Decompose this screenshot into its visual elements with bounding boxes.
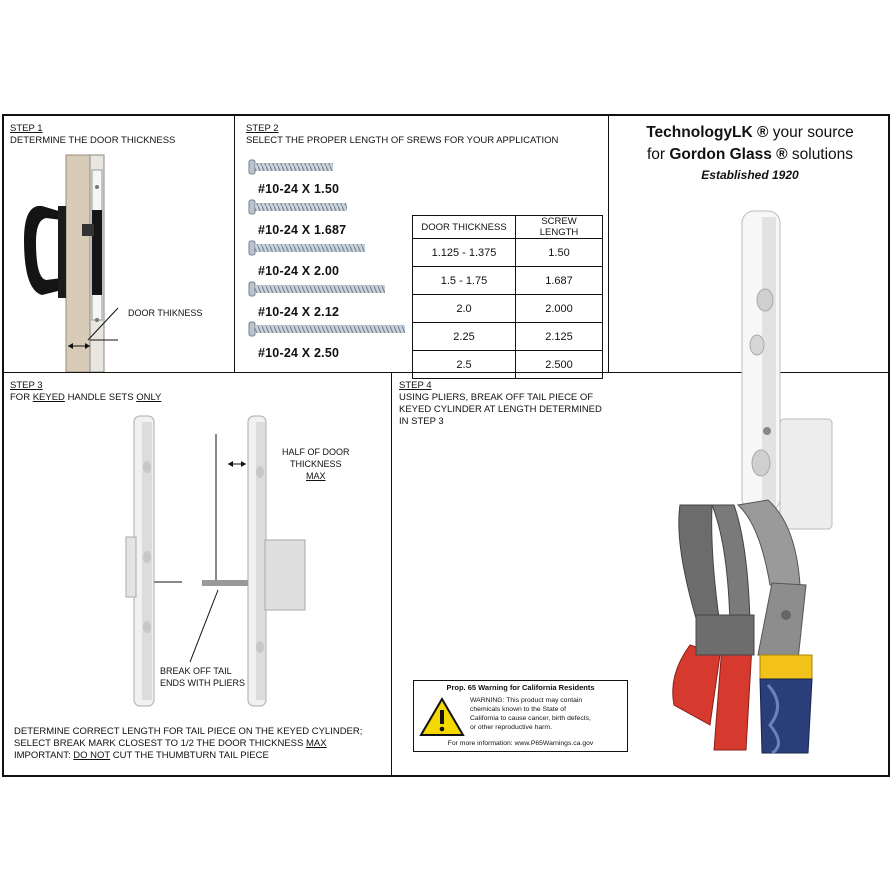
brand-for-text: for xyxy=(646,146,666,163)
step4-text xyxy=(399,392,602,428)
step3-note2-text: SELECT BREAK MARK CLOSEST TO 1/2 THE DOOR THICKNESS xyxy=(14,738,304,749)
brand-name-technologylk: TechnologyLK ® xyxy=(646,124,769,141)
table-row xyxy=(413,239,603,267)
table-cell: 1.687 xyxy=(516,267,603,295)
table-header-door-thickness: DOOR THICKNESS xyxy=(413,216,516,239)
table-row xyxy=(413,323,603,351)
brand-block xyxy=(612,122,888,184)
table-header-screw-length: SCREW LENGTH xyxy=(516,216,603,239)
step3-note3-do-not: DO NOT xyxy=(73,750,111,761)
step3-number: STEP 3 xyxy=(10,380,43,391)
step4-line3: IN STEP 3 xyxy=(399,416,444,427)
table-header-row xyxy=(413,216,603,239)
table-cell: 2.125 xyxy=(516,323,603,351)
step1-title: DETERMINE THE DOOR THICKNESS xyxy=(10,135,176,146)
warning-body-line2: chemicals known to the State of xyxy=(470,706,566,713)
table-cell: 1.125 - 1.375 xyxy=(413,239,516,267)
break-off-tail-label xyxy=(160,665,245,689)
brand-source-text: your source xyxy=(772,124,854,141)
warning-more-info: For more information: www.P65Warnings.ca.gov xyxy=(447,740,594,747)
prop65-warning xyxy=(413,680,628,752)
screw-5-icon xyxy=(249,322,405,336)
step2-title: SELECT THE PROPER LENGTH OF SREWS FOR YOUR APPLICATION xyxy=(246,135,559,146)
screw-label-4: #10-24 X 2.12 xyxy=(258,305,340,319)
step4-line2: KEYED CYLINDER AT LENGTH DETERMINED xyxy=(399,404,602,415)
step3-note3-rest: CUT THE THUMBTURN TAIL PIECE xyxy=(112,750,269,761)
screw-label-5: #10-24 X 2.50 xyxy=(258,346,340,360)
screw-label-2: #10-24 X 1.687 xyxy=(258,223,347,237)
table-cell: 2.500 xyxy=(516,351,603,379)
table-row xyxy=(413,267,603,295)
warning-triangle-icon xyxy=(419,697,465,737)
pliers-photo-illustration xyxy=(650,205,888,765)
screw-length-table xyxy=(412,215,603,379)
step3-note2 xyxy=(14,738,362,750)
half-door-thickness-label xyxy=(282,446,350,482)
step3-note2-max: MAX xyxy=(305,738,327,749)
screw-4-icon xyxy=(249,282,385,296)
step3-note3-prefix: IMPORTANT: xyxy=(14,750,71,761)
warning-body xyxy=(470,696,622,732)
step1-number: STEP 1 xyxy=(10,123,43,134)
break-line2: ENDS WITH PLIERS xyxy=(160,678,246,688)
table-cell: 2.25 xyxy=(413,323,516,351)
step2-number: STEP 2 xyxy=(246,123,279,134)
door-thickness-label: DOOR THIKNESS xyxy=(128,308,203,318)
table-cell: 2.5 xyxy=(413,351,516,379)
warning-body-line4: or other reproductive harm. xyxy=(470,724,552,731)
step3-note1: DETERMINE CORRECT LENGTH FOR TAIL PIECE ON THE KEYED CYLINDER; xyxy=(14,726,363,737)
table-cell: 2.000 xyxy=(516,295,603,323)
screw-3-icon xyxy=(249,241,365,255)
step3-subtitle xyxy=(10,392,161,404)
brand-name-gordon-glass: Gordon Glass ® xyxy=(669,146,788,163)
table-row xyxy=(413,295,603,323)
step4-line1: USING PLIERS, BREAK OFF TAIL PIECE OF xyxy=(399,392,594,403)
half-line2: THICKNESS xyxy=(290,459,342,469)
table-cell: 2.0 xyxy=(413,295,516,323)
warning-body-line1: WARNING: This product may contain xyxy=(470,697,583,704)
warning-title: Prop. 65 Warning for California Residents xyxy=(446,683,595,692)
warning-body-line3: California to cause cancer, birth defects, xyxy=(470,715,591,722)
screw-label-3: #10-24 X 2.00 xyxy=(258,264,340,278)
step4-number: STEP 4 xyxy=(399,380,432,391)
half-line1: HALF OF DOOR xyxy=(282,447,350,457)
break-line1: BREAK OFF TAIL xyxy=(160,666,232,676)
screw-label-1: #10-24 X 1.50 xyxy=(258,182,340,196)
screw-2-icon xyxy=(249,200,347,214)
step3-note3 xyxy=(14,750,362,762)
table-cell: 1.5 - 1.75 xyxy=(413,267,516,295)
step3-handle-sets: HANDLE SETS xyxy=(67,392,134,403)
step3-notes xyxy=(14,726,362,762)
table-cell: 1.50 xyxy=(516,239,603,267)
step3-for: FOR xyxy=(10,392,31,403)
brand-solutions-text: solutions xyxy=(791,146,854,163)
brand-established: Established 1920 xyxy=(701,168,799,182)
step3-only: ONLY xyxy=(136,392,162,403)
screw-1-icon xyxy=(249,160,333,174)
half-max: MAX xyxy=(306,471,326,481)
step3-keyed: KEYED xyxy=(32,392,65,403)
